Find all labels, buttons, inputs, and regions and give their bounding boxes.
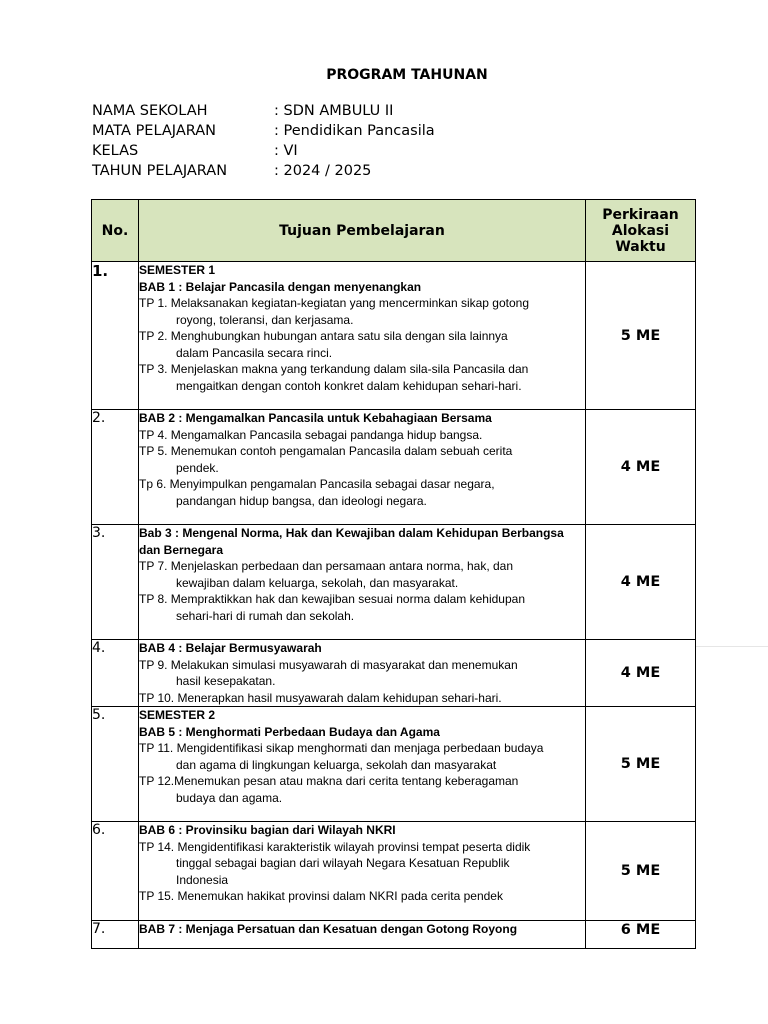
row-content (139, 707, 586, 822)
tp-item-cont: hasil kesepakatan. (176, 674, 276, 688)
tp-item: TP 12.Menemukan pesan atau makna dari cerita tentang keberagaman (139, 774, 519, 788)
bab-title: BAB 7 : Menjaga Persatuan dan Kesatuan dengan Gotong Royong (139, 922, 518, 936)
meta-value: : SDN AMBULU II (274, 103, 394, 119)
header-alokasi-line: Perkiraan (602, 206, 679, 223)
tp-item-cont: tinggal sebagai bagian dari wilayah Negara Kesatuan Republik (176, 856, 510, 870)
school-info (92, 101, 435, 181)
row-number: 3. (92, 525, 139, 640)
tp-item-cont: royong, toleransi, dan kerjasama. (176, 312, 354, 327)
semester-label: SEMESTER 1 (139, 263, 216, 277)
alokasi-value: 5 ME (586, 707, 696, 822)
alokasi-value: 5 ME (586, 822, 696, 921)
bab-title: BAB 5 : Menghormati Perbedaan Budaya dan Agama (139, 724, 440, 739)
tp-item-cont: budaya dan agama. (176, 790, 283, 805)
tp-item: TP 3. Menjelaskan makna yang terkandung dalam sila-sila Pancasila dan (139, 362, 529, 376)
alokasi-value: 5 ME (586, 262, 696, 410)
meta-row (92, 161, 435, 181)
row-number: 7. (92, 921, 139, 949)
bab-title-cont: dan Bernegara (139, 542, 224, 557)
meta-row (92, 101, 435, 121)
document-title: PROGRAM TAHUNAN (326, 67, 488, 83)
meta-value: : 2024 / 2025 (274, 163, 372, 179)
header-alokasi-line: Waktu (615, 238, 666, 255)
tp-item: TP 2. Menghubungkan hubungan antara satu sila dengan sila lainnya (139, 329, 508, 343)
meta-label: MATA PELAJARAN (92, 123, 216, 139)
table-row (92, 921, 696, 949)
alokasi-value: 4 ME (586, 525, 696, 640)
tp-item: TP 11. Mengidentifikasi sikap menghormati dan menjaga perbedaan budaya (139, 741, 544, 755)
row-content (139, 822, 586, 921)
row-number: 1. (92, 262, 139, 410)
table-row (92, 262, 696, 410)
row-content (139, 262, 586, 410)
meta-value: : Pendidikan Pancasila (274, 123, 435, 139)
alokasi-value: 4 ME (586, 410, 696, 525)
tp-item-cont: mengaitkan dengan contoh konkret dalam kehidupan sehari-hari. (176, 378, 522, 393)
alokasi-value: 4 ME (586, 640, 696, 707)
row-content (139, 921, 586, 949)
alokasi-value: 6 ME (586, 921, 696, 949)
table-row (92, 525, 696, 640)
tp-item: TP 4. Mengamalkan Pancasila sebagai pandanga hidup bangsa. (139, 427, 483, 442)
tp-item-cont: pendek. (176, 460, 219, 475)
row-content (139, 410, 586, 525)
header-tujuan: Tujuan Pembelajaran (139, 200, 586, 262)
tp-item: TP 1. Melaksanakan kegiatan-kegiatan yang mencerminkan sikap gotong (139, 296, 530, 310)
tp-item: TP 15. Menemukan hakikat provinsi dalam NKRI pada cerita pendek (139, 889, 503, 903)
bab-title: BAB 2 : Mengamalkan Pancasila untuk Kebahagiaan Bersama (139, 411, 492, 425)
tp-item: Tp 6. Menyimpulkan pengamalan Pancasila sebagai dasar negara, (139, 477, 495, 491)
tp-item-cont: kewajiban dalam keluarga, sekolah, dan masyarakat. (176, 575, 459, 590)
tp-item: TP 10. Menerapkan hasil musyawarah dalam kehidupan sehari-hari. (139, 690, 502, 705)
meta-label: NAMA SEKOLAH (92, 103, 208, 119)
row-content (139, 640, 586, 707)
tp-item-cont: pandangan hidup bangsa, dan ideologi negara. (176, 493, 427, 508)
bab-title: Bab 3 : Mengenal Norma, Hak dan Kewajiban dalam Kehidupan Berbangsa (139, 526, 564, 540)
meta-row (92, 121, 435, 141)
table-row (92, 640, 696, 707)
table-row (92, 822, 696, 921)
tp-item-cont: dalam Pancasila secara rinci. (176, 345, 333, 360)
tp-item: TP 8. Mempraktikkan hak dan kewajiban sesuai norma dalam kehidupan (139, 592, 525, 606)
row-content (139, 525, 586, 640)
header-no: No. (92, 200, 139, 262)
tp-item: TP 14. Mengidentifikasi karakteristik wilayah provinsi tempat peserta didik (139, 839, 531, 854)
row-number: 6. (92, 822, 139, 921)
bab-title: BAB 1 : Belajar Pancasila dengan menyenangkan (139, 279, 422, 294)
tp-item: TP 9. Melakukan simulasi musyawarah di masyarakat dan menemukan (139, 657, 518, 672)
header-alokasi-line: Alokasi (611, 222, 670, 239)
bab-title: BAB 6 : Provinsiku bagian dari Wilayah NKRI (139, 823, 396, 837)
table-row (92, 410, 696, 525)
divider-line (696, 646, 768, 647)
table-header-row (92, 200, 696, 262)
tp-item-cont: dan agama di lingkungan keluarga, sekolah dan masyarakat (176, 757, 497, 772)
meta-label: TAHUN PELAJARAN (92, 163, 228, 179)
tp-item: TP 7. Menjelaskan perbedaan dan persamaan antara norma, hak, dan (139, 559, 514, 573)
row-number: 2. (92, 410, 139, 525)
header-alokasi (586, 200, 696, 262)
tp-item: TP 5. Menemukan contoh pengamalan Pancasila dalam sebuah cerita (139, 444, 513, 458)
meta-row (92, 141, 435, 161)
semester-label: SEMESTER 2 (139, 708, 216, 722)
tp-item-cont: sehari-hari di rumah dan sekolah. (176, 608, 355, 623)
program-table (91, 199, 696, 949)
meta-label: KELAS (92, 143, 139, 159)
meta-value: : VI (274, 143, 298, 159)
bab-title: BAB 4 : Belajar Bermusyawarah (139, 641, 322, 655)
tp-item-cont: Indonesia (176, 872, 229, 887)
table-row (92, 707, 696, 822)
row-number: 4. (92, 640, 139, 707)
row-number: 5. (92, 707, 139, 822)
